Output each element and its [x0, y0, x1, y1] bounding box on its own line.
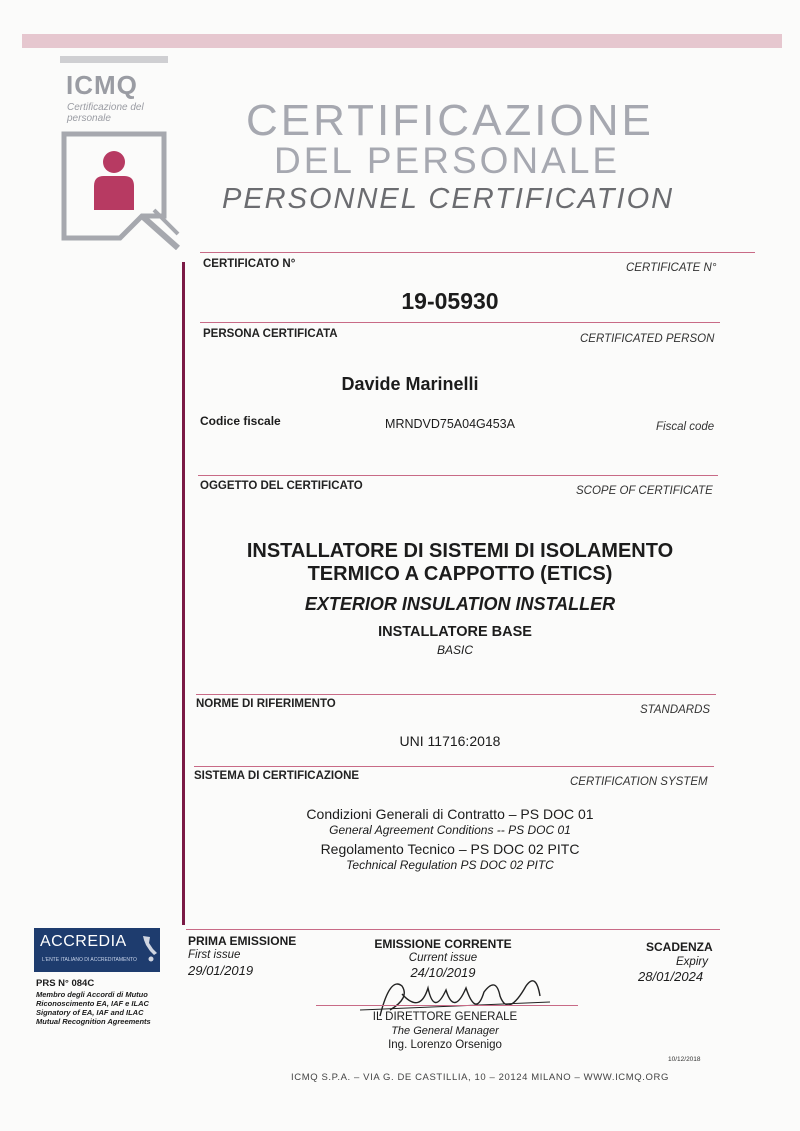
scope-level: INSTALLATORE BASE	[378, 624, 532, 640]
divider-standards	[196, 694, 716, 695]
accredia-prs-number: PRS N° 084C	[36, 978, 95, 989]
expiry-label: SCADENZA	[646, 940, 713, 954]
divider-certificate	[200, 252, 755, 253]
left-accent-line	[182, 262, 185, 925]
expiry-label-en: Expiry	[676, 956, 708, 968]
title-del-personale: DEL PERSONALE	[274, 140, 621, 181]
mutual-line-3: Signatory of EA, IAF and ILAC	[36, 1008, 144, 1017]
system-line2-en: Technical Regulation PS DOC 02 PITC	[346, 858, 554, 872]
scope-label: OGGETTO DEL CERTIFICATO	[200, 480, 363, 492]
system-line1: Condizioni Generali di Contratto – PS DOC 01	[306, 806, 594, 822]
signature-rule	[316, 1005, 578, 1006]
system-line1-en: General Agreement Conditions -- PS DOC 01	[329, 823, 571, 837]
print-date: 10/12/2018	[668, 1056, 701, 1063]
certificate-number: 19-05930	[401, 288, 499, 314]
current-issue-label: EMISSIONE CORRENTE	[374, 937, 512, 951]
fiscal-code-label: Codice fiscale	[200, 414, 281, 428]
title-certificazione: CERTIFICAZIONE	[246, 96, 654, 145]
divider-dates	[186, 929, 720, 930]
system-label-en: CERTIFICATION SYSTEM	[570, 776, 708, 788]
certificate-label-en: CERTIFICATE N°	[626, 262, 717, 274]
accredia-mutual-recognition	[36, 990, 186, 1026]
first-issue-label-en: First issue	[188, 949, 241, 961]
title-personnel-certification: PERSONNEL CERTIFICATION	[222, 183, 675, 215]
accredia-logo-subtitle: L'ENTE ITALIANO DI ACCREDITAMENTO	[42, 957, 137, 963]
mutual-line-1: Membro degli Accordi di Mutuo	[36, 990, 148, 999]
accredia-logo-text: ACCREDIA	[40, 933, 127, 950]
signatory-title-en: The General Manager	[391, 1025, 499, 1037]
signatory-name: Ing. Lorenzo Orsenigo	[388, 1039, 502, 1051]
signatory-title: IL DIRETTORE GENERALE	[372, 1011, 518, 1023]
top-color-band	[22, 34, 782, 48]
scope-label-en: SCOPE OF CERTIFICATE	[576, 485, 713, 497]
standards-label-en: STANDARDS	[640, 704, 711, 716]
mutual-line-4: Mutual Recognition Agreements	[36, 1017, 151, 1026]
expiry-date: 28/01/2024	[638, 969, 704, 984]
divider-scope	[198, 475, 718, 476]
scope-title-line1: INSTALLATORE DI SISTEMI DI ISOLAMENTO	[246, 540, 674, 562]
logo-bar	[60, 56, 168, 63]
standards-value: UNI 11716:2018	[399, 733, 501, 749]
system-label: SISTEMA DI CERTIFICAZIONE	[194, 770, 360, 782]
person-name: Davide Marinelli	[341, 374, 479, 394]
divider-system	[194, 766, 714, 767]
fiscal-code-label-en: Fiscal code	[656, 421, 715, 433]
first-issue-date: 29/01/2019	[188, 963, 254, 978]
standards-label: NORME DI RIFERIMENTO	[196, 698, 336, 710]
scope-level-en: BASIC	[436, 643, 473, 657]
company-address-footer: ICMQ S.P.A. – VIA G. DE CASTILLIA, 10 – 20124 MILANO – WWW.ICMQ.ORG	[291, 1072, 669, 1083]
icmq-logo-subtitle: Certificazione del personale	[67, 102, 144, 124]
current-issue-date: 24/10/2019	[410, 965, 476, 980]
divider-person	[200, 322, 720, 323]
scope-title-line2: TERMICO A CAPPOTTO (ETICS)	[307, 563, 613, 585]
italy-map-icon	[140, 934, 158, 964]
mutual-line-2: Riconoscimento EA, IAF e ILAC	[36, 999, 149, 1008]
certificate-label: CERTIFICATO N°	[203, 258, 296, 270]
current-issue-label-en: Current issue	[408, 952, 478, 964]
scope-title	[190, 540, 730, 586]
scope-title-en: EXTERIOR INSULATION INSTALLER	[304, 594, 616, 614]
person-label-en: CERTIFICATED PERSON	[580, 333, 715, 345]
icmq-logo-text: ICMQ	[66, 70, 138, 100]
person-certification-logo-icon	[60, 130, 180, 250]
person-label: PERSONA CERTIFICATA	[203, 328, 338, 340]
system-line2: Regolamento Tecnico – PS DOC 02 PITC	[320, 841, 580, 857]
fiscal-code-value: MRNDVD75A04G453A	[385, 417, 515, 431]
first-issue-label: PRIMA EMISSIONE	[188, 934, 297, 948]
